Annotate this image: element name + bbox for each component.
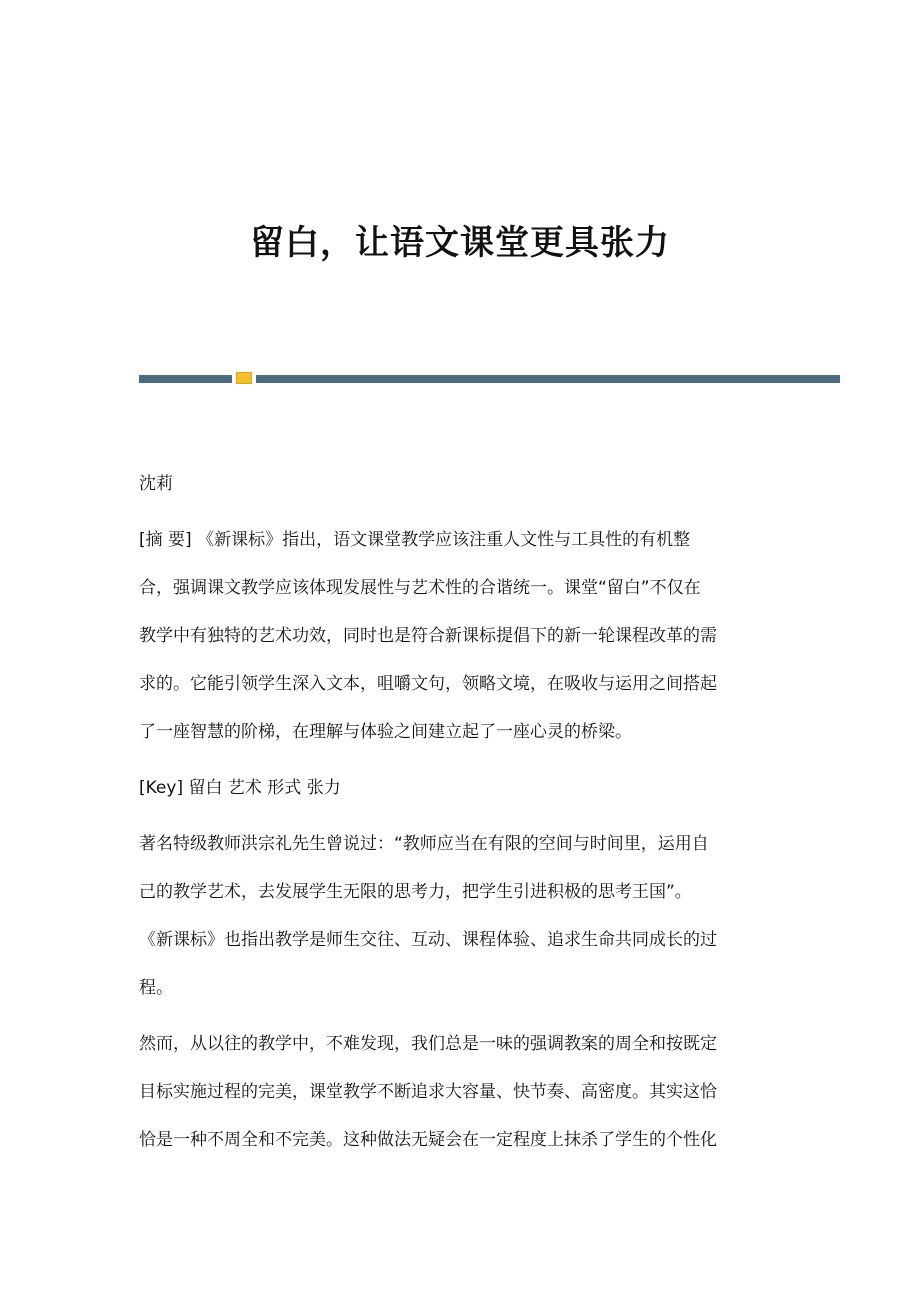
abstract-line: 合，强调课文教学应该体现发展性与艺术性的合谐统一。课堂“留白”不仅在 — [139, 578, 701, 598]
abstract-line: 了一座智慧的阶梯，在理解与体验之间建立起了一座心灵的桥梁。 — [139, 722, 632, 742]
divider-ornament-icon — [236, 372, 252, 384]
keywords: [Key] 留白 艺术 形式 张力 — [139, 778, 341, 798]
divider-left — [139, 375, 232, 383]
paragraph-line: 《新课标》也指出教学是师生交往、互动、课程体验、追求生命共同成长的过 — [139, 930, 717, 950]
paragraph-line: 目标实施过程的完美，课堂教学不断追求大容量、快节奏、高密度。其实这恰 — [139, 1082, 717, 1102]
paragraph-1 — [139, 830, 779, 1022]
paragraph-2 — [139, 1030, 779, 1174]
document-body — [139, 470, 779, 1174]
paragraph-line: 恰是一种不周全和不完美。这种做法无疑会在一定程度上抹杀了学生的个性化 — [139, 1130, 717, 1150]
paragraph-line: 然而，从以往的教学中，不难发现，我们总是一味的强调教案的周全和按既定 — [139, 1034, 717, 1054]
abstract-line: 教学中有独特的艺术功效，同时也是符合新课标提倡下的新一轮课程改革的需 — [139, 626, 717, 646]
author: 沈莉 — [139, 474, 173, 494]
abstract-line: 求的。它能引领学生深入文本，咀嚼文句，领略文境，在吸收与运用之间搭起 — [139, 674, 717, 694]
abstract-line: [摘 要] 《新课标》指出，语文课堂教学应该注重人文性与工具性的有机整 — [139, 530, 691, 550]
divider-right — [256, 375, 840, 383]
paragraph-line: 著名特级教师洪宗礼先生曾说过：“教师应当在有限的空间与时间里，运用自 — [139, 834, 709, 854]
abstract — [139, 526, 779, 766]
document-title: 留白，让语文课堂更具张力 — [250, 223, 670, 263]
paragraph-line: 程。 — [139, 978, 173, 998]
paragraph-line: 己的教学艺术，去发展学生无限的思考力，把学生引进积极的思考王国”。 — [139, 882, 692, 902]
